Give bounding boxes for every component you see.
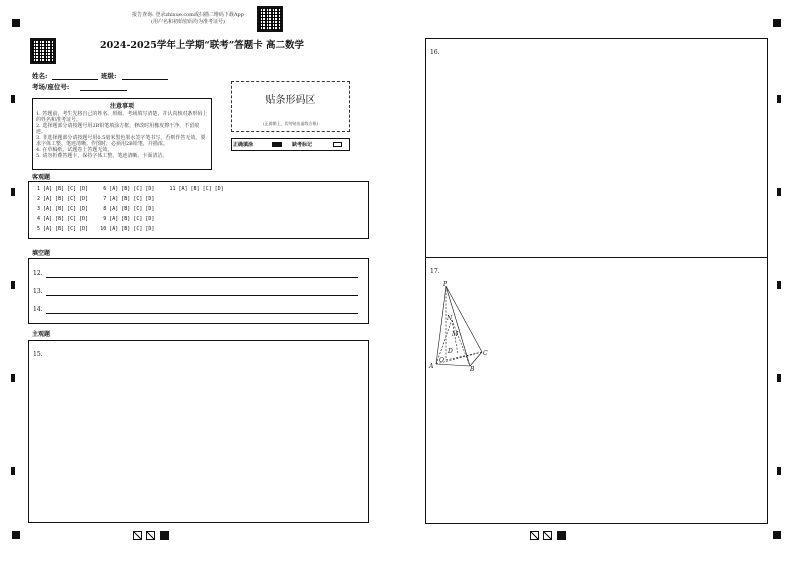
timing-mark xyxy=(11,281,15,289)
note-item: 3. 非选择题部分请按题号用0.5毫米黑色墨水签字笔书写，否则作答无效。要求字体工整、笔迹清晰。作图时，必须用2B铅笔，并描浓。 xyxy=(36,135,206,147)
question-15: 15. xyxy=(33,351,43,358)
page-title: 2024-2025学年上学期“联考”答题卡 高二数学 xyxy=(100,40,305,51)
section-fill: 填空题 xyxy=(32,250,51,257)
barcode-hint: (正面朝上，切勿贴出虚线方框) xyxy=(262,121,319,126)
timing-mark xyxy=(777,467,781,475)
fill-box xyxy=(28,258,369,324)
page-mark-icon xyxy=(146,531,155,540)
qr-code-left xyxy=(30,38,56,64)
class-field[interactable] xyxy=(122,79,168,80)
note-item: 5. 请勿折叠答题卡，保持字体工整、笔迹清晰、卡面清洁。 xyxy=(36,153,168,159)
corner-mark xyxy=(12,531,20,539)
barcode-area xyxy=(231,81,350,132)
note-item: 1. 答题前，考生先将自己的姓名、班级、考场填写清楚，并认真核对条形码上的姓名和准考证号。 xyxy=(36,111,208,123)
page-mark-icon xyxy=(160,531,169,540)
edge-ab xyxy=(436,364,470,366)
label-m: M xyxy=(452,331,459,338)
mcq-row[interactable]: 3 [A] [B] [C] [D] 8 [A] [B] [C] [D] xyxy=(37,206,155,212)
section-objective: 客观题 xyxy=(32,174,51,181)
answer-line-14[interactable] xyxy=(46,313,358,314)
timing-mark xyxy=(777,188,781,196)
question-17: 17. xyxy=(430,268,440,275)
mcq-row[interactable]: 5 [A] [B] [C] [D] 10 [A] [B] [C] [D] xyxy=(37,226,155,232)
timing-mark xyxy=(11,95,15,103)
fill-item-14: 14. xyxy=(33,306,43,313)
corner-mark xyxy=(773,531,781,539)
section-subjective: 主观题 xyxy=(32,331,51,338)
answer-line-12[interactable] xyxy=(46,277,358,278)
timing-mark xyxy=(777,281,781,289)
note-item: 4. 在草稿纸、试题卷上答题无效。 xyxy=(36,147,113,153)
page-mark-icon xyxy=(133,531,142,540)
page-mark-icon xyxy=(543,531,552,540)
page-mark-icon xyxy=(530,531,539,540)
notice-line1: 报告查询: 登录zhixue.com或扫描二维码下载App xyxy=(132,12,244,18)
label-c: C xyxy=(483,350,488,357)
corner-mark xyxy=(12,19,20,27)
correct-fill-label: 正确填涂 xyxy=(233,142,254,148)
mcq-row[interactable]: 4 [A] [B] [C] [D] 9 [A] [B] [C] [D] xyxy=(37,216,155,222)
label-a: A xyxy=(429,363,434,370)
barcode-title: 贴条形码区 xyxy=(265,95,316,106)
notes-title: 注意事项 xyxy=(109,103,134,110)
qr-code-top xyxy=(257,6,283,32)
fill-item-12: 12. xyxy=(33,270,43,277)
mcq-row[interactable]: 1 [A] [B] [C] [D] 6 [A] [B] [C] [D] 11 [A] [B] [C] [D] xyxy=(37,186,224,192)
room-label: 考场/座位号: xyxy=(32,83,70,91)
answer-area-16[interactable] xyxy=(425,38,768,258)
corner-mark xyxy=(773,19,781,27)
room-field[interactable] xyxy=(80,90,127,91)
absent-mark-label: 缺考标记 xyxy=(292,142,313,148)
class-label: 班级: xyxy=(101,72,117,80)
timing-mark xyxy=(777,374,781,382)
question-16: 16. xyxy=(430,49,440,56)
timing-mark xyxy=(11,188,15,196)
label-o: O xyxy=(439,357,444,364)
label-p: P xyxy=(443,281,448,288)
fill-item-13: 13. xyxy=(33,288,43,295)
name-field[interactable] xyxy=(52,79,98,80)
edge-pa xyxy=(436,286,446,364)
timing-mark xyxy=(11,467,15,475)
correct-fill-sample xyxy=(272,142,282,147)
name-label: 姓名: xyxy=(32,72,48,80)
label-b: B xyxy=(470,366,475,372)
answer-line-13[interactable] xyxy=(46,295,358,296)
absent-mark-box[interactable] xyxy=(333,142,342,147)
pyramid-figure xyxy=(428,278,494,372)
timing-mark xyxy=(777,95,781,103)
label-n: N xyxy=(447,315,453,322)
answer-area-15[interactable] xyxy=(28,340,369,523)
notes-box xyxy=(32,98,212,170)
timing-mark xyxy=(11,374,15,382)
mcq-row[interactable]: 2 [A] [B] [C] [D] 7 [A] [B] [C] [D] xyxy=(37,196,155,202)
label-d: D xyxy=(448,348,453,355)
note-item: 2. 选择题部分请按题号用2B铅笔填涂方框，修改时用橡皮擦干净，不留痕迹。 xyxy=(36,123,200,135)
page-mark-icon xyxy=(557,531,566,540)
notice-line2: (用户名和初始密码均为准考证号) xyxy=(151,19,225,25)
